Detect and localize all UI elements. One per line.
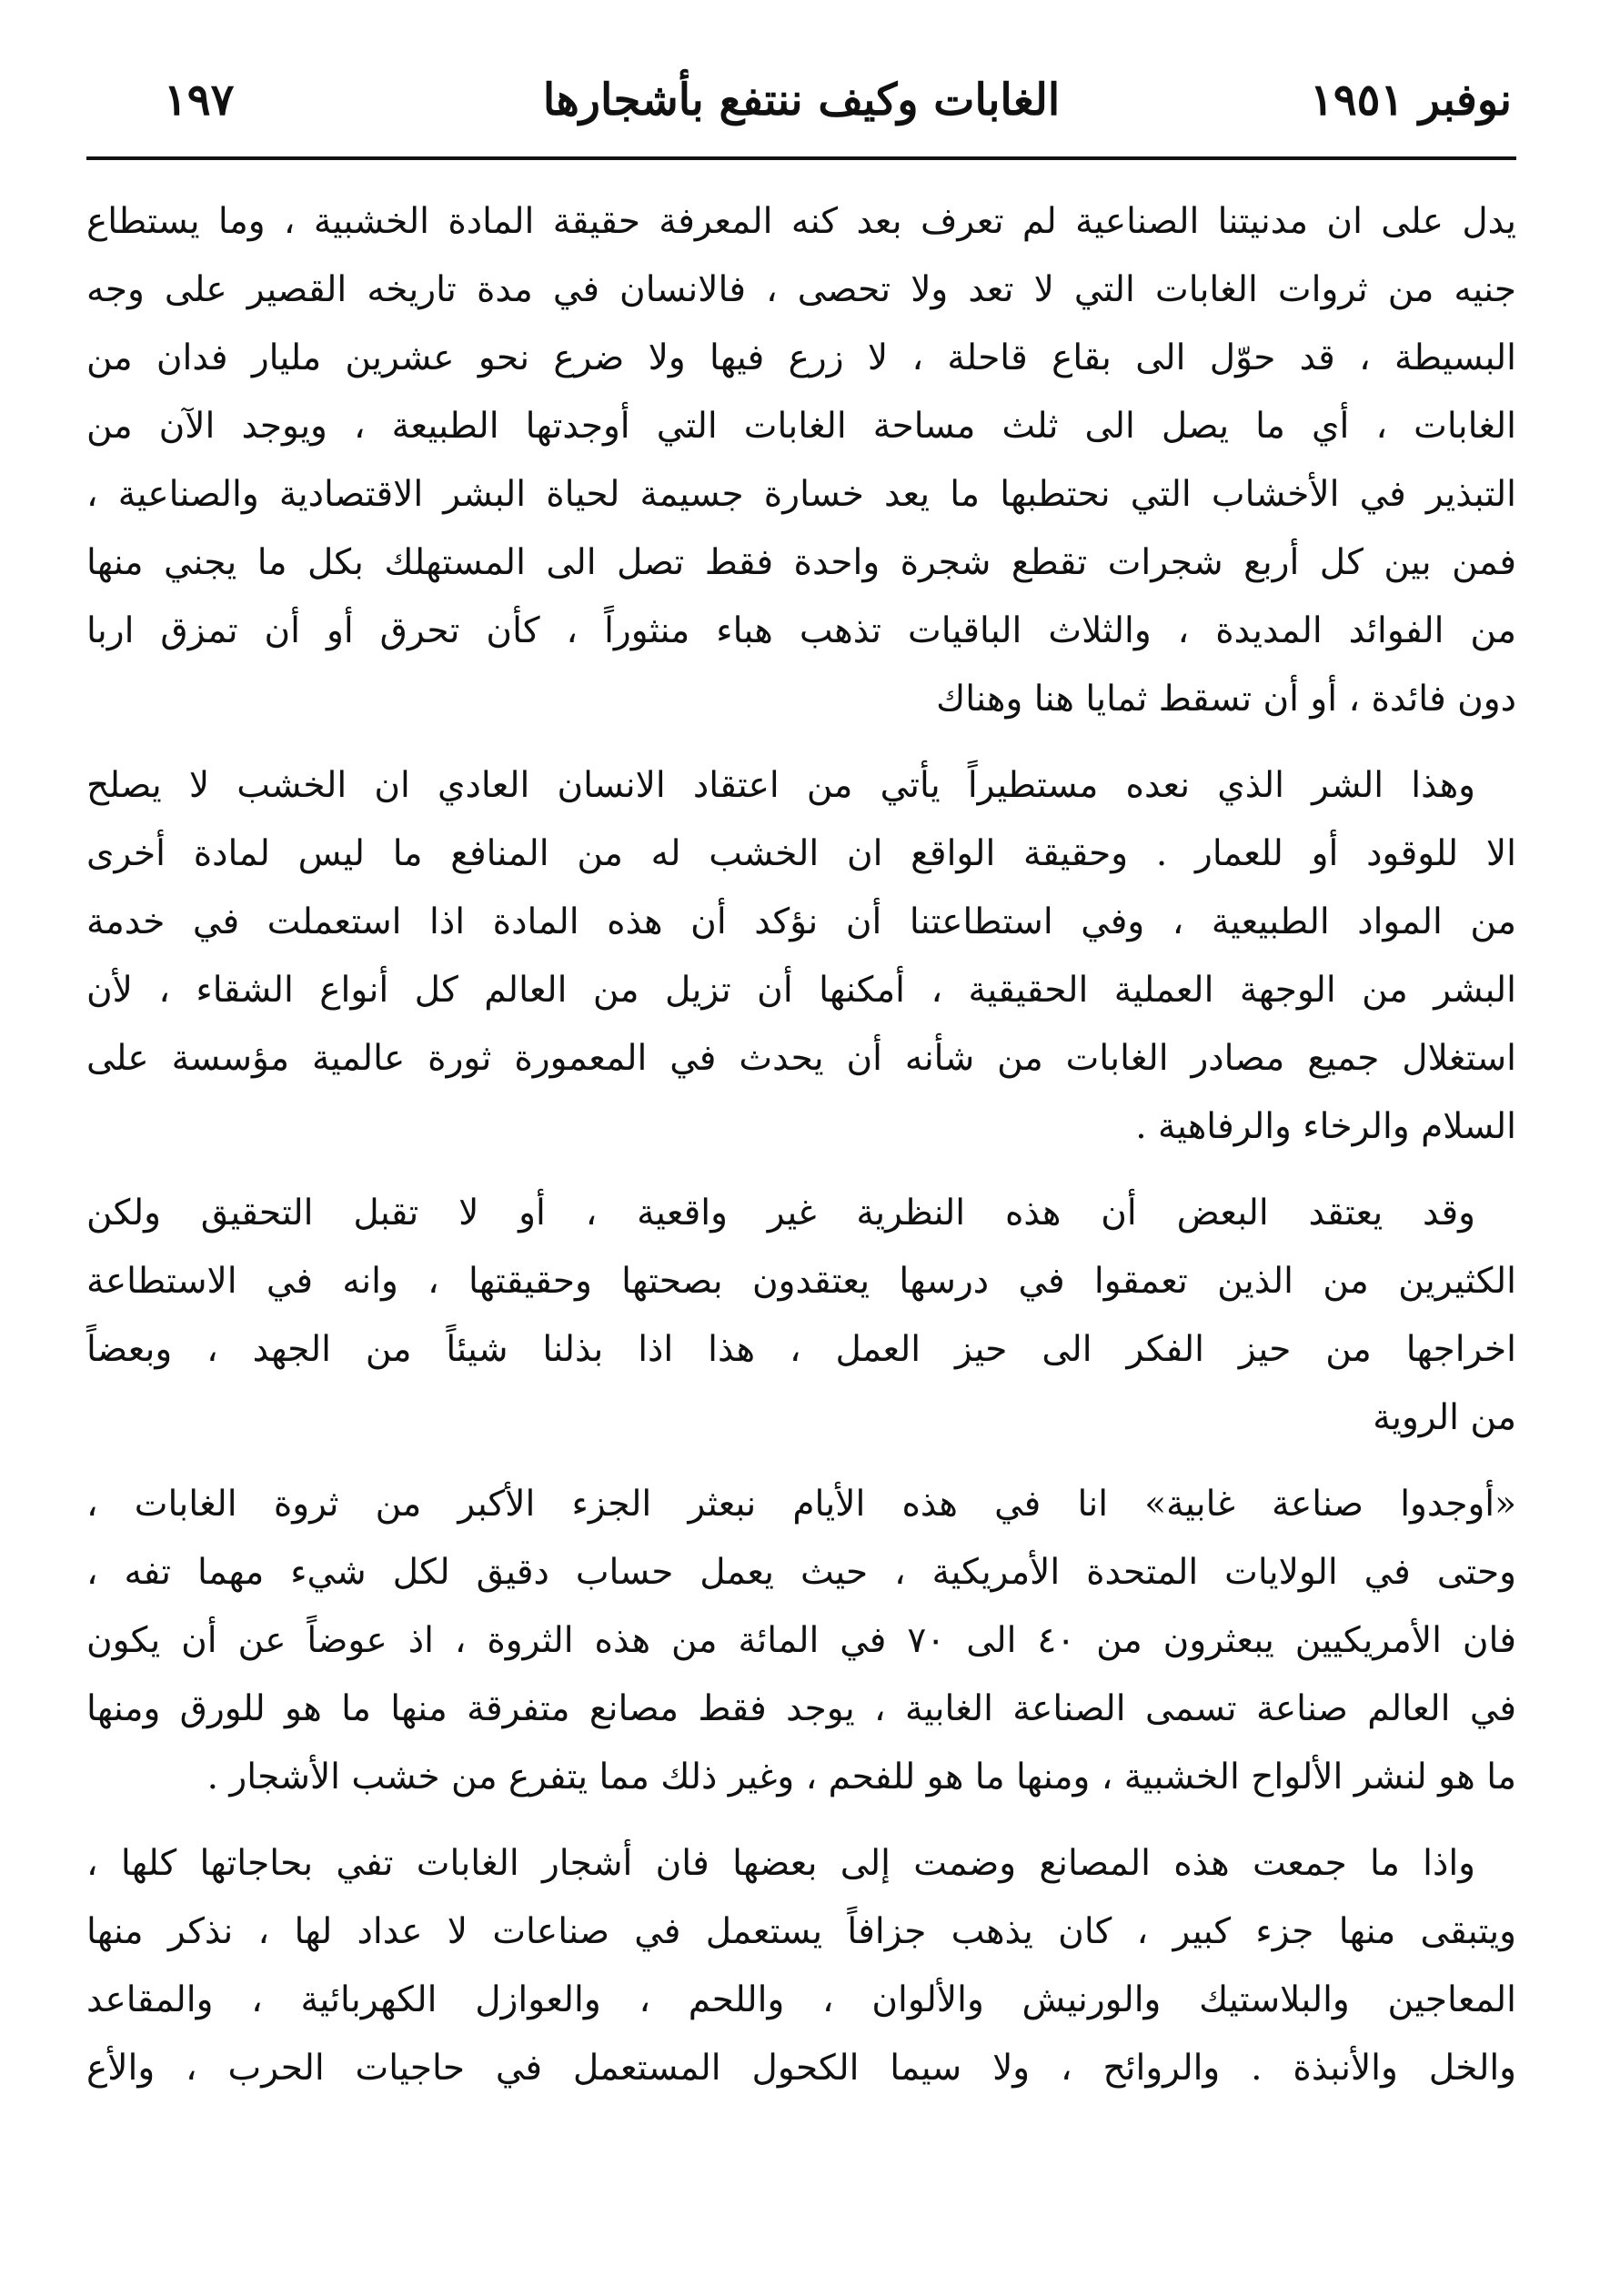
text-line: من الروية (1373, 1397, 1516, 1438)
text-line: في العالم صناعة تسمى الصناعة الغابية ، يوجد فقط مصانع متفرقة منها ما هو للورق ومنها (86, 1688, 1516, 1729)
text-line: الكثيرين من الذين تعمقوا في درسها يعتقدون بصحتها وحقيقتها ، وانه في الاستطاعة (86, 1261, 1516, 1302)
document-page (86, 64, 1516, 2120)
text-line: البشر من الوجهة العملية الحقيقية ، أمكنها أن تزيل من العالم كل أنواع الشقاء ، لأن (86, 970, 1516, 1011)
text-line: فان الأمريكيين يبعثرون من ٤٠ الى ٧٠ في المائة من هذه الثروة ، اذ عوضاً عن أن يكون (86, 1620, 1516, 1661)
header-date: نوفبر ١٩٥١ (1310, 75, 1512, 126)
page-number: ١٩٧ (164, 75, 235, 126)
paragraph-2 (86, 751, 1516, 1161)
page-header (86, 64, 1516, 136)
text-line: دون فائدة ، أو أن تسقط ثمايا هنا وهناك (936, 679, 1516, 720)
text-line: الا للوقود أو للعمار . وحقيقة الواقع ان الخشب له من المنافع ما ليس لمادة أخرى (86, 833, 1516, 874)
text-line: ويتبقى منها جزء كبير ، كان يذهب جزافاً يستعمل في صناعات لا عداد لها ، نذكر منها (86, 1911, 1516, 1952)
paragraph-4 (86, 1470, 1516, 1811)
text-line: ما هو لنشر الألواح الخشبية ، ومنها ما هو للفحم ، وغير ذلك مما يتفرع من خشب الأشجار . (206, 1757, 1516, 1798)
text-line: جنيه من ثروات الغابات التي لا تعد ولا تحصى ، فالانسان في مدة تاريخه القصير على وجه (86, 269, 1516, 310)
text-line: السلام والرخاء والرفاهية . (1135, 1106, 1516, 1147)
text-line: والخل والأنبذة . والروائح ، ولا سيما الكحول المستعمل في حاجيات الحرب ، والأع (86, 2048, 1516, 2089)
text-line: فمن بين كل أربع شجرات تقطع شجرة واحدة فقط تصل الى المستهلك بكل ما يجني منها (86, 542, 1516, 583)
header-rule (86, 156, 1516, 160)
text-line: استغلال جميع مصادر الغابات من شأنه أن يحدث في المعمورة ثورة عالمية مؤسسة على (86, 1038, 1516, 1079)
text-line: وحتى في الولايات المتحدة الأمريكية ، حيث يعمل حساب دقيق لكل شيء مهما تفه ، (86, 1552, 1516, 1593)
text-line: البسيطة ، قد حوّل الى بقاع قاحلة ، لا زرع فيها ولا ضرع نحو عشرين مليار فدان من (86, 337, 1516, 378)
text-line: «أوجدوا صناعة غابية» انا في هذه الأيام نبعثر الجزء الأكبر من ثروة الغابات ، (86, 1484, 1516, 1525)
text-line: المعاجين والبلاستيك والورنيش والألوان ، واللحم ، والعوازل الكهربائية ، والمقاعد (86, 1979, 1516, 2020)
text-line: التبذير في الأخشاب التي نحتطبها ما يعد خسارة جسيمة لحياة البشر الاقتصادية والصناعية ، (86, 474, 1516, 515)
paragraph-5 (86, 1829, 1516, 2102)
text-line: وقد يعتقد البعض أن هذه النظرية غير واقعية ، أو لا تقبل التحقيق ولكن (86, 1193, 1475, 1234)
text-line: واذا ما جمعت هذه المصانع وضمت إلى بعضها فان أشجار الغابات تفي بحاجاتها كلها ، (86, 1843, 1475, 1884)
header-title: الغابات وكيف ننتفع بأشجارها (542, 75, 1061, 126)
article-body (86, 187, 1516, 2102)
text-line: وهذا الشر الذي نعده مستطيراً يأتي من اعتقاد الانسان العادي ان الخشب لا يصلح (86, 765, 1475, 806)
paragraph-3 (86, 1179, 1516, 1452)
text-line: الغابات ، أي ما يصل الى ثلث مساحة الغابات التي أوجدتها الطبيعة ، ويوجد الآن من (86, 406, 1516, 447)
text-line: اخراجها من حيز الفكر الى حيز العمل ، هذا اذا بذلنا شيئاً من الجهد ، وبعضاً (86, 1329, 1516, 1370)
text-line: من الفوائد المديدة ، والثلاث الباقيات تذهب هباء منثوراً ، كأن تحرق أو أن تمزق اربا (86, 610, 1516, 651)
paragraph-1 (86, 187, 1516, 733)
text-line: من المواد الطبيعية ، وفي استطاعتنا أن نؤكد أن هذه المادة اذا استعملت في خدمة (86, 901, 1516, 942)
text-line: يدل على ان مدنيتنا الصناعية لم تعرف بعد كنه المعرفة حقيقة المادة الخشبية ، وما يستطاع (86, 201, 1516, 242)
